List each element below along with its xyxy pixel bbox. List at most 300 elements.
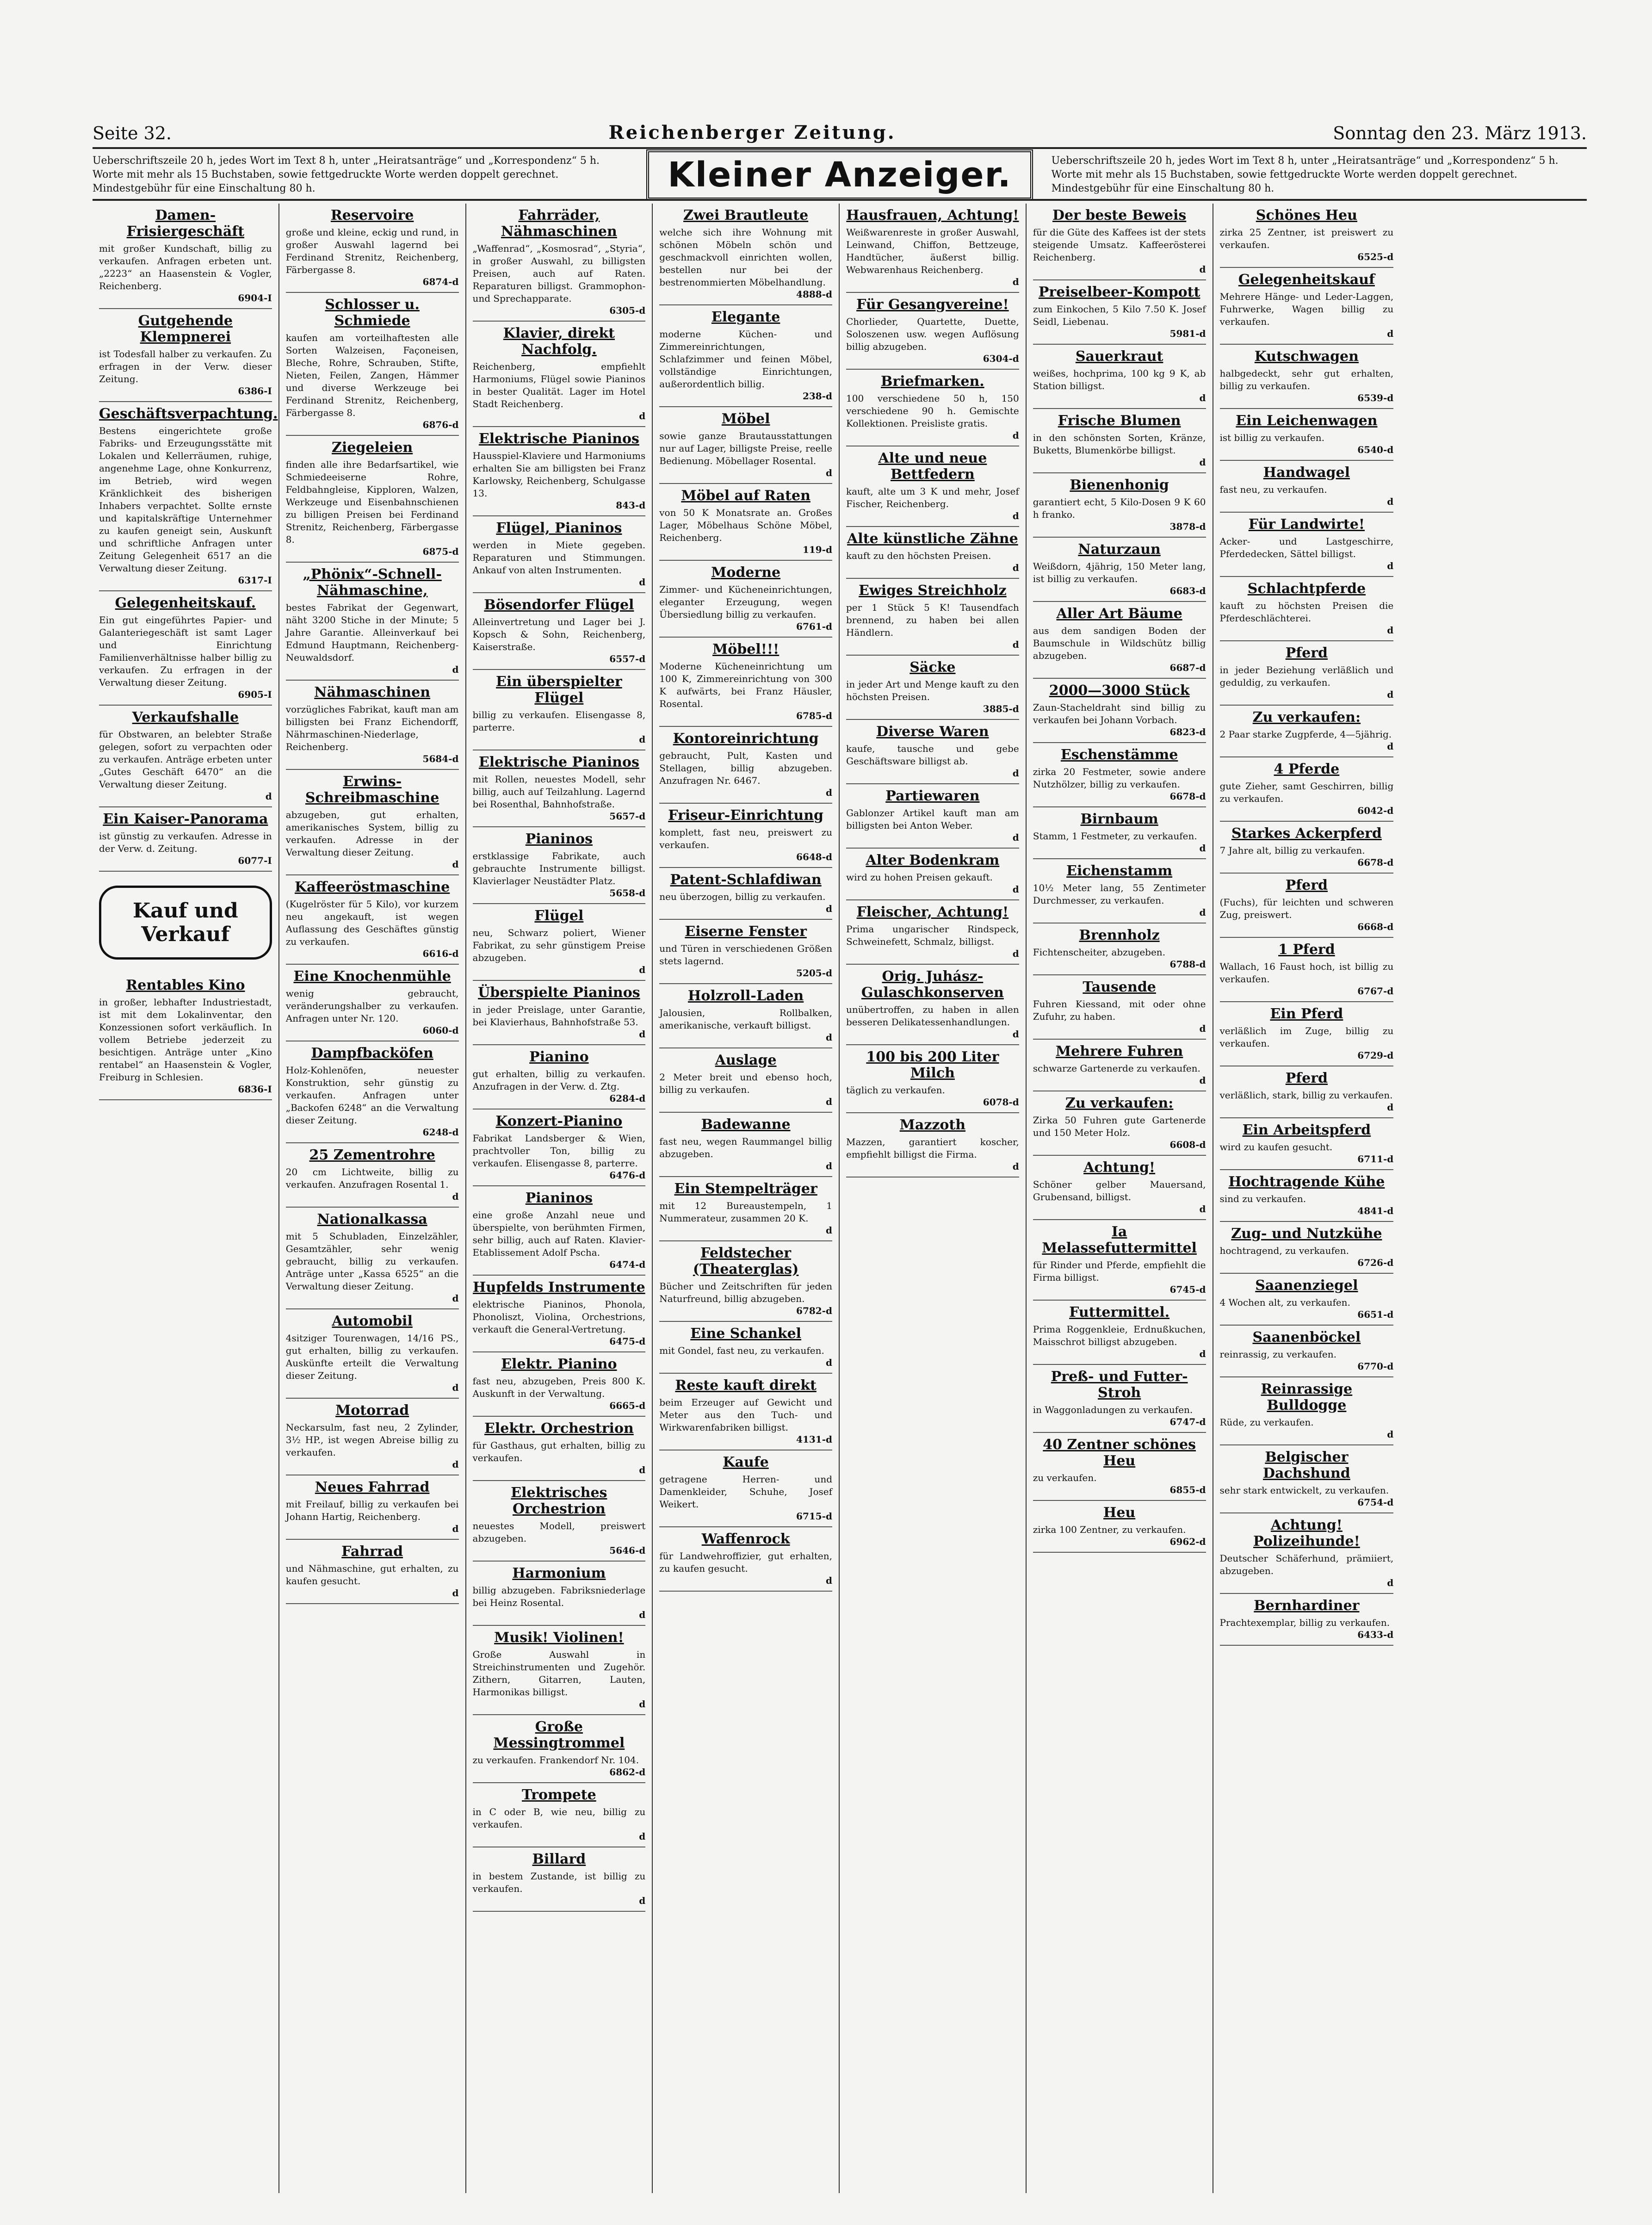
classified-ad [286, 436, 459, 563]
ad-text: neu überzogen, billig zu verkaufen. [659, 891, 826, 902]
classified-ad [659, 638, 832, 727]
badge-label: Kauf und Verkauf [133, 899, 238, 946]
ad-text: Große Auswahl in Streichinstrumenten und Zugehör. Zithern, Gitarren, Lauten, Harmonikas billigst. [472, 1649, 646, 1698]
ad-heading: Ein überspielter Flügel [496, 674, 622, 706]
section-title-box [646, 149, 1033, 200]
classified-ad [1033, 679, 1206, 743]
ad-text: in Waggonladungen zu verkaufen. [1033, 1404, 1193, 1415]
ad-heading: Fleischer, Achtung! [856, 904, 1009, 920]
ad-code: d [1012, 510, 1019, 521]
ad-code: d [1199, 1203, 1206, 1215]
ad-heading: Ein Stempelträger [674, 1181, 817, 1197]
ad-heading: Ein Kaiser-Panorama [103, 811, 268, 827]
classified-ad [1033, 1301, 1206, 1365]
ad-heading: Schlachtpferde [1247, 581, 1366, 597]
ad-heading: Damen-Frisiergeschäft [126, 207, 245, 240]
ad-code: d [1199, 843, 1206, 854]
ad-heading: 2000—3000 Stück [1049, 682, 1190, 699]
classified-ad [1220, 1170, 1394, 1222]
ad-code: d [1012, 1161, 1019, 1172]
ad-heading: Schlosser u. Schmiede [325, 297, 420, 329]
classified-ad [1220, 822, 1394, 874]
ad-heading: Alte künstliche Zähne [847, 531, 1018, 547]
ad-code: 6077-I [238, 855, 272, 866]
ad-heading: Zu verkaufen: [1065, 1095, 1174, 1111]
ad-heading: Ein Pferd [1270, 1006, 1343, 1022]
ad-text: eine große Anzahl neue und überspielte, von berühmten Firmen, sehr billig, auch auf Raten. Klavier-Etablissement Adolf Pscha. [472, 1209, 646, 1258]
ad-code: d [452, 664, 459, 675]
ad-column [1213, 204, 1400, 2193]
ad-text: von 50 K Monatsrate an. Großes Lager, Möbelhaus Schöne Möbel, Reichenberg. [659, 507, 832, 543]
ad-heading: Kutschwagen [1254, 348, 1359, 365]
ad-code: 6905-I [238, 689, 272, 700]
classified-ad [473, 1417, 646, 1481]
classified-ad [1033, 473, 1206, 538]
ad-code: 4888-d [796, 289, 832, 300]
ad-code: d [639, 1464, 646, 1475]
ad-code: 6539-d [1357, 392, 1394, 403]
classified-ad [99, 807, 272, 872]
ad-code: 6711-d [1357, 1153, 1394, 1165]
classified-ad [473, 1481, 646, 1562]
ad-code: d [452, 1587, 459, 1599]
ad-heading: Reste kauft direkt [675, 1377, 817, 1394]
classified-ad [1220, 641, 1394, 706]
ad-text: für Obstwaren, an belebter Straße gelegen, sofort zu verpachten oder zu verkaufen. Anträge erbeten unter „Gutes Geschäft 6470“ an die Verwaltung dieser Zeitung. [99, 729, 272, 790]
ad-heading: Sauerkraut [1075, 348, 1163, 365]
ad-text: Zirka 50 Fuhren gute Gartenerde und 150 Meter Holz. [1033, 1115, 1206, 1138]
ad-text: welche sich ihre Wohnung mit schönen Möbeln schön und geschmackvoll einrichten wollen, bestellen nur bei der bestrenommierten Möbelhandlung. [659, 227, 832, 288]
classified-ad [473, 1109, 646, 1186]
ad-columns [93, 204, 1587, 2193]
ad-heading: Aller Art Bäume [1056, 606, 1182, 622]
ad-heading: Elegante [711, 309, 780, 325]
ad-heading: Zu verkaufen: [1252, 709, 1361, 725]
ad-code: d [1387, 625, 1394, 636]
ad-heading: Ziegeleien [332, 440, 413, 456]
classified-ad [99, 591, 272, 706]
ad-text: kauft zu den höchsten Preisen. [846, 550, 991, 561]
section-title: Kleiner Anzeiger. [668, 155, 1012, 195]
ad-code: 6665-d [609, 1400, 646, 1411]
classified-ad [473, 322, 646, 427]
classified-ad [1220, 1377, 1394, 1445]
classified-ad [659, 1450, 832, 1527]
classified-ad [99, 973, 272, 1100]
classified-ad [473, 1045, 646, 1109]
ad-heading: Kaffeeröstmaschine [294, 879, 450, 895]
classified-ad [659, 1113, 832, 1177]
ad-heading: Trompete [522, 1787, 596, 1803]
classified-ad [473, 1562, 646, 1626]
ad-code: 6875-d [422, 546, 459, 557]
ad-heading: Bernhardiner [1254, 1598, 1360, 1614]
ad-code: d [1012, 430, 1019, 441]
classified-ad [1033, 280, 1206, 345]
classified-ad [99, 402, 278, 591]
ad-heading: Heu [1103, 1505, 1136, 1521]
ad-heading: Musik! Violinen! [494, 1630, 624, 1646]
ad-heading: Möbel auf Raten [681, 488, 811, 504]
classified-ad [286, 563, 459, 681]
ad-text: wird zu hohen Preisen gekauft. [846, 872, 993, 883]
ad-text: werden in Miete gegeben. Reparaturen und Stimmungen. Ankauf von alten Instrumenten. [472, 539, 646, 576]
classified-ad [286, 1041, 459, 1143]
classified-ad [846, 900, 1019, 965]
ad-code: 6683-d [1169, 585, 1206, 596]
ad-text: elektrische Pianinos, Phonola, Phonoliszt, Violina, Orchestrions, verkauft die General-Vertretung. [472, 1299, 646, 1335]
ad-text: gute Zieher, samt Geschirren, billig zu verkaufen. [1219, 781, 1394, 804]
ad-text: Hausspiel-Klaviere und Harmoniums erhalten Sie am billigsten bei Franz Karlowsky, Reichenberg, Schulgasse 13. [472, 450, 646, 499]
classified-ad [286, 1143, 459, 1208]
ad-heading: Starkes Ackerpferd [1231, 825, 1382, 842]
classified-ad [1033, 1156, 1206, 1220]
ad-code: d [1199, 907, 1206, 918]
ad-code: d [639, 1831, 646, 1842]
ad-heading: Möbel [721, 411, 770, 427]
classified-ad [473, 981, 646, 1045]
ad-code: 6855-d [1169, 1484, 1206, 1495]
ad-heading: Pianinos [525, 831, 593, 847]
ad-text: große und kleine, eckig und rund, in großer Auswahl lagernd bei Ferdinand Strenitz, Reichenberg, Färbergasse 8. [285, 227, 459, 275]
ad-text: Mazzen, garantiert koscher, empfiehlt billigst die Firma. [846, 1136, 1019, 1160]
ad-text: Weißdorn, 4jährig, 150 Meter lang, ist billig zu verkaufen. [1033, 561, 1206, 584]
ad-heading: Alter Bodenkram [866, 852, 1000, 868]
ad-heading: Harmonium [512, 1565, 606, 1581]
ad-heading: Gutgehende Klempnerei [138, 313, 233, 345]
classified-ad [286, 1399, 459, 1475]
ad-code: 6304-d [983, 353, 1019, 364]
classified-ad [659, 920, 832, 984]
ad-code: 6876-d [422, 419, 459, 430]
ad-code: d [1012, 768, 1019, 779]
ad-heading: Reinrassige Bulldogge [1261, 1381, 1353, 1413]
ad-heading: Flügel, Pianinos [496, 520, 622, 536]
ad-code: 6248-d [422, 1127, 459, 1138]
ad-text: Jalousien, Rollbalken, amerikanische, verkauft billigst. [659, 1007, 832, 1031]
classified-ad [846, 579, 1019, 656]
ad-column [1027, 204, 1213, 2193]
classified-ad [1220, 1326, 1394, 1377]
kauf-verkauf-badge [99, 886, 272, 960]
ad-code: 6060-d [422, 1025, 459, 1036]
ad-text: abzugeben, gut erhalten, amerikanisches System, billig zu verkaufen. Adresse in der Verwaltung dieser Zeitung. [285, 809, 459, 858]
page-header [93, 116, 1587, 143]
ad-code: 5205-d [796, 967, 832, 979]
ad-heading: Nationalkassa [317, 1211, 427, 1227]
ad-heading: Der beste Beweis [1052, 207, 1187, 223]
classified-ad [1033, 204, 1206, 280]
issue-date: Sonntag den 23. März 1913. [1333, 123, 1587, 143]
ad-code: d [826, 903, 832, 914]
ad-code: d [1199, 1075, 1206, 1086]
ad-text: Neckarsulm, fast neu, 2 Zylinder, 3½ HP., ist wegen Abreise billig zu verkaufen. [285, 1422, 459, 1458]
classified-ad [1033, 807, 1206, 859]
ad-text: in jeder Art und Menge kauft zu den höchsten Preisen. [846, 679, 1019, 702]
classified-ad [1033, 859, 1206, 923]
ad-code: 4131-d [796, 1434, 832, 1445]
ad-heading: Große Messingtrommel [493, 1719, 625, 1751]
classified-ad [1033, 345, 1206, 409]
ad-code: 119-d [802, 544, 832, 555]
ad-code: d [826, 467, 832, 478]
classified-ad [473, 1186, 646, 1276]
ad-code: 6668-d [1357, 921, 1394, 932]
ad-heading: Erwins-Schreibmaschine [305, 774, 439, 806]
ad-text: 10½ Meter lang, 55 Zentimeter Durchmesser, zu verkaufen. [1033, 882, 1206, 906]
ad-code: d [826, 1575, 832, 1586]
ad-text: erstklassige Fabrikate, auch gebrauchte Instrumente billigst. Klavierlager Neustädter Platz. [472, 850, 646, 886]
classified-ad [1220, 1513, 1394, 1594]
ad-text: kauft zu höchsten Preisen die Pferdeschlächterei. [1219, 600, 1394, 624]
ad-code: d [1012, 639, 1019, 650]
classified-ad [1220, 938, 1394, 1002]
ad-text: Prima ungarischer Rindspeck, Schweinefett, Schmalz, billigst. [846, 923, 1019, 947]
classified-ad [1033, 538, 1206, 602]
ad-text: Ein gut eingeführtes Papier- und Galanteriegeschäft ist samt Lager und Einrichtung Familienverhältnisse halber billig zu verkaufen. Zu erfragen in der Verwaltung dieser Zeitung. [99, 614, 272, 688]
ad-heading: Waffenrock [701, 1531, 790, 1547]
classified-ad [286, 1208, 459, 1309]
ad-code: 6836-I [238, 1084, 272, 1095]
ad-heading: Friseur-Einrichtung [668, 807, 824, 824]
classified-ad [846, 720, 1019, 784]
ad-heading: Preiselbeer-Kompott [1038, 284, 1200, 300]
classified-ad [1220, 706, 1394, 757]
ad-code: d [452, 1459, 459, 1470]
classified-ad [286, 770, 459, 875]
ad-heading: Frische Blumen [1058, 413, 1181, 429]
ad-code: d [1199, 457, 1206, 468]
ad-column [466, 204, 653, 2193]
ad-code: 843-d [616, 500, 646, 511]
ad-code: 6761-d [796, 621, 832, 632]
ad-heading: Gelegenheitskauf [1238, 272, 1375, 288]
ad-code: 6678-d [1169, 791, 1206, 802]
classified-ad [1033, 602, 1206, 679]
ad-code: 6788-d [1169, 959, 1206, 970]
ad-code: 6386-I [238, 385, 272, 397]
ad-text: 2 Meter breit und ebenso hoch, billig zu verkaufen. [659, 1072, 832, 1095]
ad-heading: Preß- und Futter-Stroh [1051, 1369, 1188, 1401]
ad-heading: Kaufe [723, 1454, 769, 1470]
ad-text: komplett, fast neu, preiswert zu verkaufen. [659, 827, 832, 850]
ad-text: Acker- und Lastgeschirre, Pferdedecken, Sättel billigst. [1219, 536, 1394, 559]
ad-text: Gablonzer Artikel kauft man am billigsten bei Anton Weber. [846, 807, 1019, 831]
ad-text: zirka 25 Zentner, ist preiswert zu verkaufen. [1219, 227, 1394, 250]
classified-ad [846, 527, 1019, 579]
ad-code: d [452, 859, 459, 870]
ad-heading: Elektr. Pianino [501, 1356, 617, 1372]
ad-code: d [1199, 392, 1206, 403]
classified-ad [659, 984, 832, 1048]
ad-text: (Fuchs), für leichten und schweren Zug, preiswert. [1219, 897, 1394, 920]
ad-heading: Mehrere Fuhren [1055, 1043, 1183, 1060]
classified-ad [1033, 1433, 1206, 1501]
ad-code: d [1012, 1029, 1019, 1040]
classified-ad [1033, 409, 1206, 473]
ad-heading: Elektr. Orchestrion [484, 1420, 634, 1437]
ad-heading: „Phönix“-Schnell-Nähmaschine, [303, 566, 442, 599]
ad-text: Wallach, 16 Faust hoch, ist billig zu verkaufen. [1219, 961, 1394, 985]
ad-text: zu verkaufen. [1033, 1472, 1097, 1483]
ad-text: sind zu verkaufen. [1219, 1193, 1306, 1204]
ad-heading: Hausfrauen, Achtung! [846, 207, 1019, 223]
ad-text: in jeder Beziehung verläßlich und geduldig, zu verkaufen. [1219, 664, 1394, 688]
classified-ad [659, 868, 832, 920]
classified-ad [286, 1475, 459, 1540]
classified-ad [473, 593, 646, 670]
ad-code: d [1387, 560, 1394, 571]
ad-heading: Für Landwirte! [1248, 516, 1365, 533]
classified-ad [659, 204, 832, 305]
ad-heading: Partiewaren [885, 788, 980, 804]
ad-heading: Pferd [1285, 645, 1328, 661]
ad-text: zirka 20 Festmeter, sowie andere Nutzhölzer, billig zu verkaufen. [1033, 766, 1206, 790]
ad-text: zu verkaufen. Frankendorf Nr. 104. [472, 1754, 639, 1766]
ad-text: mit Freilauf, billig zu verkaufen bei Johann Hartig, Reichenberg. [285, 1499, 459, 1522]
ad-code: 6726-d [1357, 1257, 1394, 1268]
ad-code: d [826, 1160, 832, 1171]
classified-ad [473, 1352, 646, 1417]
classified-ad [473, 827, 646, 904]
ad-heading: Birnbaum [1080, 811, 1158, 827]
ad-code: 5981-d [1169, 328, 1206, 339]
ad-code: 3885-d [983, 703, 1019, 714]
ad-text: moderne Küchen- und Zimmereinrichtungen, Schlafzimmer und feinen Möbel, vollständige Einrichtungen, außerordentlich billig. [659, 328, 832, 390]
ad-code: 6042-d [1357, 805, 1394, 816]
classified-ad [846, 370, 1019, 446]
ad-code: 6754-d [1357, 1497, 1394, 1508]
ad-code: d [1012, 562, 1019, 573]
ad-code: 5658-d [609, 887, 646, 899]
classified-ad [1220, 757, 1394, 822]
classified-ad [473, 427, 646, 516]
ad-column [653, 204, 840, 2193]
ad-heading: Pianinos [525, 1190, 593, 1206]
ad-heading: Eine Schankel [690, 1326, 802, 1342]
ad-code: 4841-d [1357, 1205, 1394, 1216]
ad-code: d [1199, 1348, 1206, 1359]
ad-text: (Kugelröster für 5 Kilo), vor kurzem neu angekauft, ist wegen Auflassung des Geschäftes günstig zu verkaufen. [285, 899, 459, 947]
ad-code: d [826, 1357, 832, 1368]
classified-ad [846, 656, 1019, 720]
classified-ad [1220, 204, 1394, 268]
ad-text: täglich zu verkaufen. [846, 1085, 945, 1096]
ad-text: verläßlich im Zuge, billig zu verkaufen. [1219, 1025, 1394, 1049]
ad-code: 6651-d [1357, 1309, 1394, 1320]
ad-text: wird zu kaufen gesucht. [1219, 1141, 1333, 1153]
ad-code: 6475-d [609, 1336, 646, 1347]
ad-heading: Zug- und Nutzkühe [1231, 1226, 1382, 1242]
ad-code: 6078-d [983, 1097, 1019, 1108]
ad-code: d [639, 1895, 646, 1906]
classified-ad [846, 446, 1019, 527]
ad-code: 6284-d [609, 1093, 646, 1104]
ad-text: bestes Fabrikat der Gegenwart, näht 3200 Stiche in der Minute; 5 Jahre Garantie. Alleinverkauf bei Edmund Hauptmann, Reichenberg-Neuwaldsdorf. [285, 602, 459, 663]
ad-code: d [639, 734, 646, 745]
ad-code: 6317-I [238, 575, 272, 586]
ad-code: 6616-d [422, 948, 459, 959]
ad-code: d [639, 1609, 646, 1620]
ad-text: Holz-Kohlenöfen, neuester Konstruktion, sehr günstig zu verkaufen. Anfragen unter „Backofen 6248“ an die Verwaltung dieser Zeitung. [285, 1065, 459, 1126]
ad-text: und Türen in verschiedenen Größen stets lagernd. [659, 943, 832, 967]
classified-ad [99, 706, 272, 807]
ad-heading: Pianino [529, 1049, 589, 1065]
ad-heading: Feldstecher (Theaterglas) [693, 1245, 799, 1277]
classified-ad [659, 1241, 832, 1322]
ad-heading: Alte und neue Bettfedern [878, 450, 987, 483]
classified-ad [1220, 1445, 1394, 1513]
ad-heading: Saanenziegel [1255, 1277, 1358, 1294]
ad-text: Moderne Kücheneinrichtung um 100 K, Zimmereinrichtung von 300 K aufwärts, bei Franz Häusler, Rosental. [659, 661, 832, 709]
classified-ad [659, 305, 832, 407]
ad-text: reinrassig, zu verkaufen. [1219, 1349, 1336, 1360]
ad-text: vorzügliches Fabrikat, kauft man am billigsten bei Franz Eichendorff, Nährmaschinen-Niederlage, Reichenberg. [285, 704, 459, 752]
ad-text: in bestem Zustande, ist billig zu verkaufen. [472, 1871, 646, 1894]
ad-heading: 25 Zementrohre [309, 1147, 435, 1163]
ad-heading: Orig. Juhász-Gulaschkonserven [861, 968, 1004, 1001]
ad-code: 5684-d [422, 753, 459, 764]
ad-text: billig zu verkaufen. Elisengasse 8, parterre. [472, 709, 646, 733]
ad-text: fast neu, abzugeben, Preis 800 K. Auskunft in der Verwaltung. [472, 1376, 646, 1399]
ad-code: 6715-d [796, 1511, 832, 1522]
ad-code: 5646-d [609, 1545, 646, 1556]
classified-ad [286, 1309, 459, 1399]
classified-ad [473, 1847, 646, 1912]
ad-text: Bücher und Zeitschriften für jeden Naturfreund, billig abzugeben. [659, 1281, 832, 1304]
classified-ad [846, 965, 1019, 1045]
classified-ad [473, 904, 646, 981]
ad-heading: Belgischer Dachshund [1262, 1449, 1350, 1481]
ad-text: für Landwehroffizier, gut erhalten, zu kaufen gesucht. [659, 1550, 832, 1574]
ad-code: 6305-d [609, 305, 646, 316]
ad-code: d [1387, 328, 1394, 339]
ad-text: Alleinvertretung und Lager bei J. Kopsch & Sohn, Reichenberg, Kaiserstraße. [472, 616, 646, 652]
ad-code: d [1387, 689, 1394, 700]
ad-heading: Briefmarken. [881, 373, 984, 390]
ad-heading: Patent-Schlafdiwan [670, 872, 822, 888]
ad-text: Reichenberg, empfiehlt Harmoniums, Flügel sowie Pianinos in bester Qualität. Lager im Hotel Stadt Reichenberg. [472, 361, 646, 409]
ad-heading: Eichenstamm [1066, 863, 1173, 879]
banner-rule [93, 199, 1587, 201]
classified-ad [1220, 1222, 1394, 1274]
ad-code: 6747-d [1169, 1416, 1206, 1427]
ad-heading: Badewanne [701, 1116, 791, 1133]
ad-heading: Für Gesangvereine! [856, 297, 1009, 313]
ad-heading: 4 Pferde [1274, 761, 1340, 777]
ad-code: 6823-d [1169, 726, 1206, 738]
ad-text: halbgedeckt, sehr gut erhalten, billig zu verkaufen. [1219, 368, 1394, 391]
ad-code: d [1199, 1023, 1206, 1034]
ad-text: sehr stark entwickelt, zu verkaufen. [1219, 1485, 1389, 1496]
ad-text: per 1 Stück 5 K! Tausendfach brennend, zu haben bei allen Händlern. [846, 602, 1019, 638]
ad-heading: Verkaufshalle [132, 709, 239, 725]
ad-code: d [452, 1191, 459, 1202]
ad-heading: Pferd [1285, 877, 1328, 893]
ad-code: 6785-d [796, 710, 832, 721]
ad-code: 5657-d [609, 811, 646, 822]
ad-text: getragene Herren- und Damenkleider, Schuhe, Josef Weikert. [659, 1474, 832, 1510]
classified-ad [1220, 268, 1394, 345]
ad-code: d [826, 1032, 832, 1043]
classified-ad [286, 681, 459, 770]
ad-heading: Überspielte Pianinos [478, 985, 640, 1001]
ad-text: für Rinder und Pferde, empfiehlt die Firma billigst. [1033, 1259, 1206, 1283]
ad-heading: Handwagel [1263, 465, 1350, 481]
ad-heading: Elektrische Pianinos [478, 431, 639, 447]
ad-heading: Geschäftsverpachtung. [99, 406, 278, 422]
ad-code: 6525-d [1357, 251, 1394, 262]
